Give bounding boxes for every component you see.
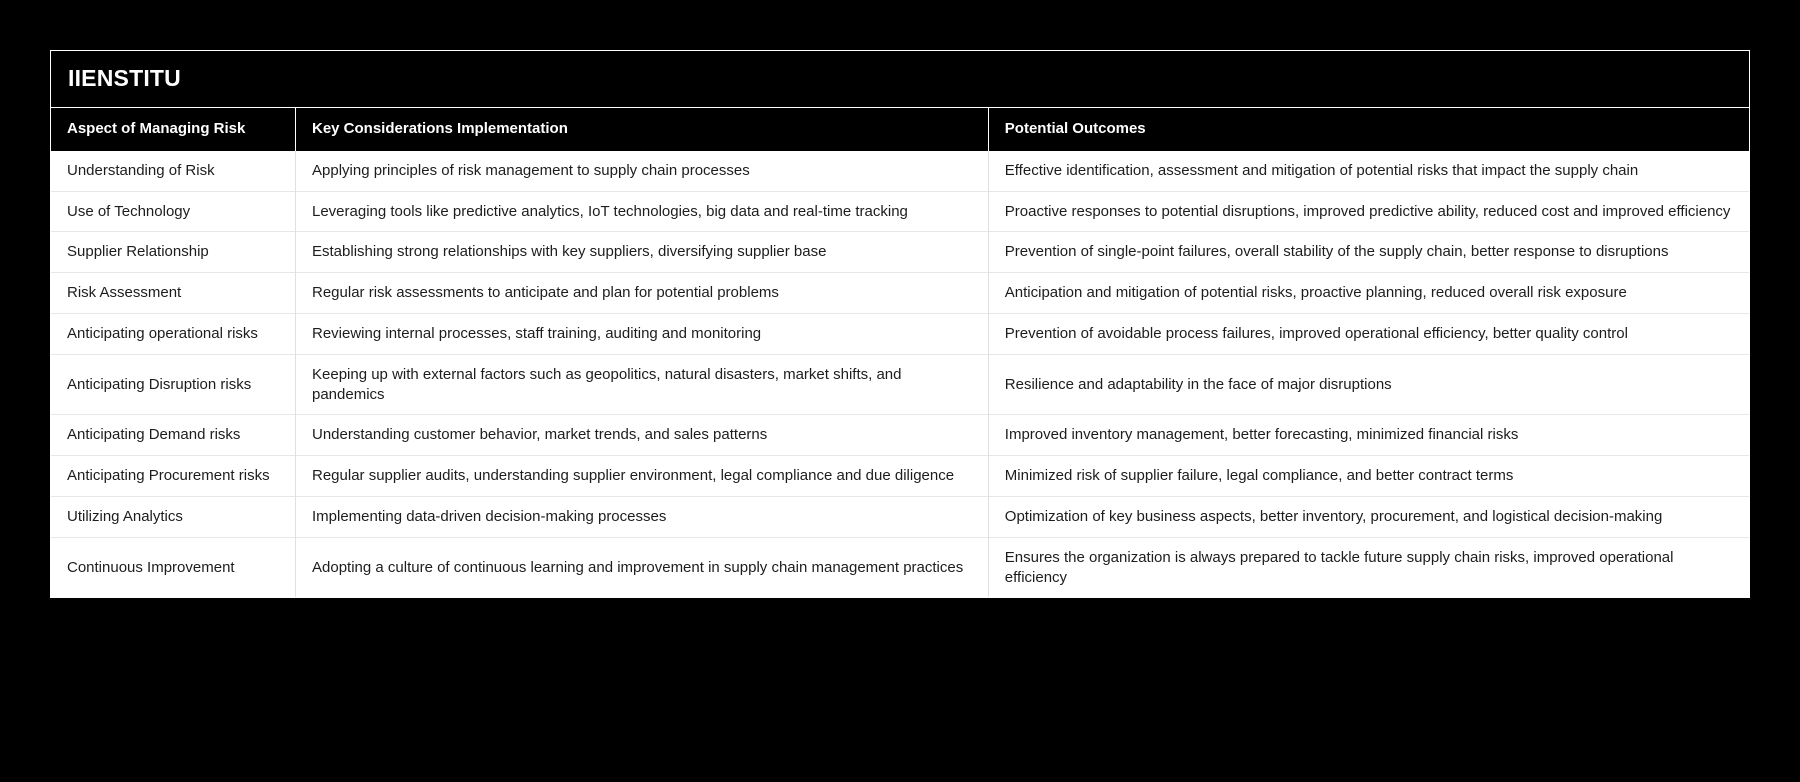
column-header-considerations: Key Considerations Implementation [296,108,989,151]
table-row [51,191,1749,232]
table-row [51,313,1749,354]
cell-outcomes: Improved inventory management, better forecasting, minimized financial risks [988,415,1749,456]
cell-considerations: Regular risk assessments to anticipate and plan for potential problems [296,273,989,314]
table-body [51,151,1749,598]
cell-considerations: Regular supplier audits, understanding supplier environment, legal compliance and due diligence [296,456,989,497]
cell-aspect: Continuous Improvement [51,537,296,597]
table-row [51,537,1749,597]
table-row [51,415,1749,456]
cell-outcomes: Optimization of key business aspects, better inventory, procurement, and logistical decision-making [988,496,1749,537]
cell-aspect: Use of Technology [51,191,296,232]
cell-considerations: Keeping up with external factors such as geopolitics, natural disasters, market shifts, and pandemics [296,354,989,415]
cell-considerations: Reviewing internal processes, staff training, auditing and monitoring [296,313,989,354]
table-header-row [51,108,1749,151]
cell-considerations: Understanding customer behavior, market trends, and sales patterns [296,415,989,456]
cell-aspect: Supplier Relationship [51,232,296,273]
cell-outcomes: Proactive responses to potential disruptions, improved predictive ability, reduced cost and improved efficiency [988,191,1749,232]
column-header-aspect: Aspect of Managing Risk [51,108,296,151]
table-row [51,496,1749,537]
table-row [51,456,1749,497]
cell-aspect: Anticipating Demand risks [51,415,296,456]
cell-considerations: Adopting a culture of continuous learning and improvement in supply chain management practices [296,537,989,597]
cell-outcomes: Prevention of avoidable process failures, improved operational efficiency, better quality control [988,313,1749,354]
column-header-outcomes: Potential Outcomes [988,108,1749,151]
table-row [51,354,1749,415]
cell-considerations: Establishing strong relationships with key suppliers, diversifying supplier base [296,232,989,273]
cell-aspect: Risk Assessment [51,273,296,314]
cell-aspect: Anticipating Procurement risks [51,456,296,497]
cell-aspect: Anticipating Disruption risks [51,354,296,415]
table-row [51,232,1749,273]
table-row [51,273,1749,314]
cell-considerations: Leveraging tools like predictive analytics, IoT technologies, big data and real-time tracking [296,191,989,232]
cell-considerations: Implementing data-driven decision-making processes [296,496,989,537]
table-title: IIENSTITU [51,51,1749,108]
cell-outcomes: Anticipation and mitigation of potential risks, proactive planning, reduced overall risk exposure [988,273,1749,314]
table-row [51,151,1749,191]
cell-aspect: Utilizing Analytics [51,496,296,537]
risk-management-table-card [50,50,1750,598]
cell-considerations: Applying principles of risk management to supply chain processes [296,151,989,191]
cell-outcomes: Minimized risk of supplier failure, legal compliance, and better contract terms [988,456,1749,497]
cell-outcomes: Resilience and adaptability in the face of major disruptions [988,354,1749,415]
cell-aspect: Understanding of Risk [51,151,296,191]
cell-outcomes: Effective identification, assessment and mitigation of potential risks that impact the supply chain [988,151,1749,191]
risk-management-table [51,108,1749,597]
cell-outcomes: Ensures the organization is always prepared to tackle future supply chain risks, improved operational efficiency [988,537,1749,597]
cell-outcomes: Prevention of single-point failures, overall stability of the supply chain, better response to disruptions [988,232,1749,273]
cell-aspect: Anticipating operational risks [51,313,296,354]
